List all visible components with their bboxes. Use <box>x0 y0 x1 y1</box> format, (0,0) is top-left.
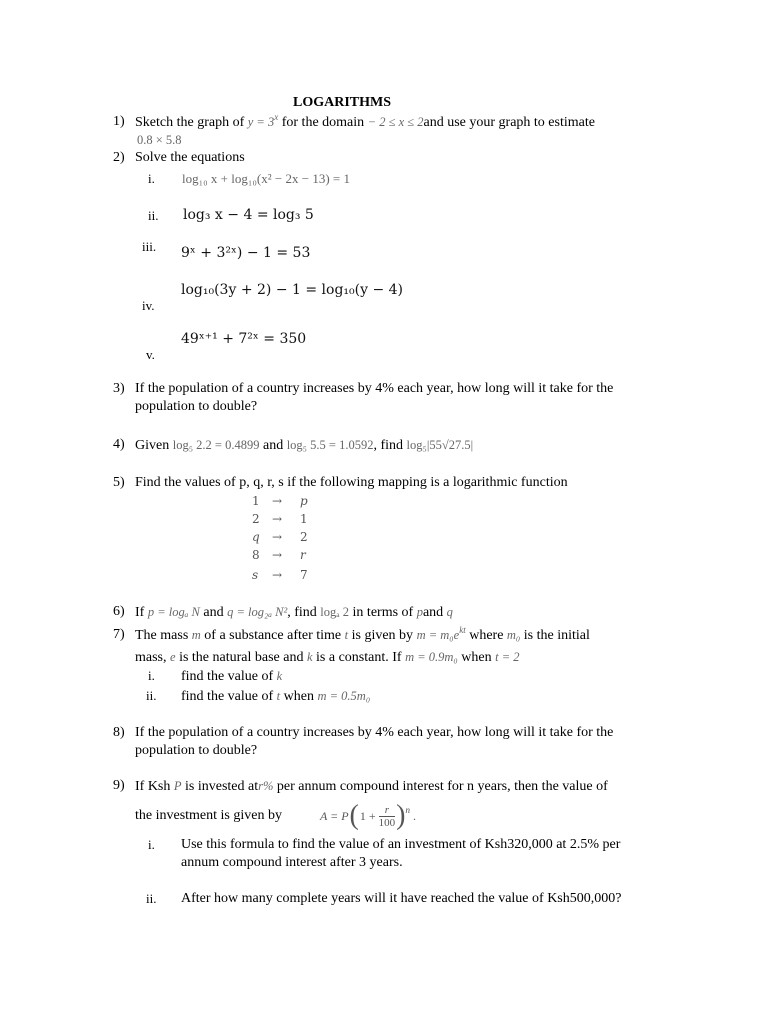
q9-item-2-label: ii. <box>146 891 157 906</box>
q7-item-2-text <box>181 687 370 706</box>
q4-text-and: and <box>262 438 284 453</box>
question-8-number: 8) <box>113 725 125 740</box>
question-5-text: Find the values of p, q, r, s if the following mapping is a logarithmic function <box>135 475 568 490</box>
question-7-line1 <box>135 626 590 645</box>
mapping-row <box>248 566 328 582</box>
q6-math-target: logₐ 2 <box>320 605 350 619</box>
question-7-number: 7) <box>113 627 125 642</box>
q7-math-k: k <box>306 650 313 664</box>
q7-math-t: t <box>344 628 349 642</box>
q1-math-function <box>247 111 279 129</box>
q9-text-if: If Ksh <box>135 779 171 794</box>
mapping-arrow: → <box>272 548 283 562</box>
mapping-range-value: p <box>300 494 308 508</box>
q7-text-after: of a substance after time <box>204 628 342 643</box>
formula-exponent: n <box>405 805 410 815</box>
question-5-number: 5) <box>113 475 125 490</box>
q7-text-initial: is the initial <box>523 628 590 643</box>
q1-text: Sketch the graph of <box>135 115 245 130</box>
formula-open-paren: ( <box>349 800 359 831</box>
q7-math-m: m <box>191 628 201 642</box>
q6-math-q-var: q <box>446 605 453 619</box>
q7-item-1-text <box>181 667 282 686</box>
question-7-line2 <box>135 648 520 667</box>
formula-numerator: r <box>379 804 396 817</box>
q7-item-2-var: t <box>276 689 281 703</box>
q9-math-r: r% <box>258 779 274 793</box>
q7-math-formula-base: m = m₀e <box>416 628 460 642</box>
q7-item-2-label: ii. <box>146 688 157 703</box>
q6-math-p: p = logₐ N <box>147 605 200 619</box>
formula-close-paren: ) <box>396 800 406 831</box>
q2-item-5-label: v. <box>146 347 155 362</box>
mapping-range-value: r <box>300 548 306 562</box>
q7-item-2-phrase: find the value of <box>181 689 274 704</box>
question-8-line1: If the population of a country increases by 4% each year, how long will it take for the <box>135 725 614 740</box>
question-6-line <box>135 603 453 622</box>
q6-text-and2: and <box>422 605 444 620</box>
question-3-number: 3) <box>113 381 125 396</box>
q9-item-1-line1: Use this formula to find the value of an investment of Ksh320,000 at 2.5% per <box>181 837 621 852</box>
q9-text-invested: is invested at <box>185 779 259 794</box>
q1-text-domain: for the domain <box>281 115 365 130</box>
q2-item-5-equation: 49ˣ⁺¹ + 7²ˣ = 350 <box>181 331 307 347</box>
q1-math-domain: − 2 ≤ x ≤ 2 <box>367 115 424 129</box>
q1-math-base: y = 3 <box>247 115 275 129</box>
mapping-arrow: → <box>272 494 283 508</box>
question-9-number: 9) <box>113 778 125 793</box>
q6-text-find: , find <box>287 605 317 620</box>
q7-math-e: e <box>170 650 176 664</box>
q9-item-1-line2: annum compound interest after 3 years. <box>181 855 403 870</box>
mapping-domain-value: 2 <box>252 512 260 526</box>
mapping-arrow: → <box>272 512 283 526</box>
formula-lhs: A = P <box>320 809 349 823</box>
q2-item-2-label: ii. <box>148 208 159 223</box>
q7-item-1-var: k <box>276 669 283 683</box>
mapping-row <box>248 492 328 508</box>
mapping-domain-value: s <box>252 568 259 582</box>
question-9-line2 <box>135 807 282 825</box>
q4-math-target: log₅|55√27.5| <box>406 438 474 452</box>
q1-math-product: 0.8 × 5.8 <box>137 133 182 147</box>
mapping-range-value: 1 <box>300 512 308 526</box>
question-9-line1 <box>135 777 608 796</box>
mapping-row <box>248 546 328 562</box>
q9-math-p: P <box>173 779 182 793</box>
q1-math-exp: x <box>274 111 279 122</box>
question-4-line <box>135 436 473 455</box>
q2-item-4-equation: log₁₀(3y + 2) − 1 = log₁₀(y − 4) <box>181 282 404 298</box>
q7-math-t2: t = 2 <box>495 650 520 664</box>
q7-item-1-phrase: find the value of <box>181 669 274 684</box>
q7-text-constant: is a constant. If <box>316 650 402 665</box>
q7-item-2-condition: m = 0.5m₀ <box>317 689 371 703</box>
q7-text-given: is given by <box>351 628 414 643</box>
question-6-number: 6) <box>113 604 125 619</box>
q2-item-3-equation: 9ˣ + 3²ˣ) − 1 = 53 <box>181 245 311 261</box>
question-3-line2: population to double? <box>135 399 258 414</box>
q4-math-log55: log₅ 5.5 = 1.0592 <box>286 438 374 452</box>
formula-denominator: 100 <box>378 816 396 829</box>
q7-math-condition: m = 0.9m₀ <box>405 650 458 664</box>
q9-text-compound: per annum compound interest for n years, then the value of <box>276 779 608 794</box>
q7-text-mass2: mass, <box>135 650 167 665</box>
q7-text-where: where <box>469 628 504 643</box>
mapping-domain-value: q <box>252 530 260 544</box>
q2-item-4-label: iv. <box>142 298 155 313</box>
q7-text-natural: is the natural base and <box>179 650 304 665</box>
question-1-number: 1) <box>113 114 125 129</box>
question-1-line1 <box>135 113 595 132</box>
page-title: LOGARITHMS <box>293 95 392 110</box>
mapping-arrow: → <box>272 530 283 544</box>
q7-math-formula-exp: kt <box>459 624 466 635</box>
q2-item-3-label: iii. <box>142 239 157 254</box>
question-2-text: Solve the equations <box>135 150 245 165</box>
q7-math-formula <box>416 624 466 642</box>
formula-fraction <box>379 804 396 829</box>
mapping-arrow: → <box>272 568 283 582</box>
q6-math-p-var: p <box>416 605 423 619</box>
q2-item-1-label: i. <box>148 171 155 186</box>
q2-item-2-equation: log₃ x − 4 = log₃ 5 <box>183 207 314 223</box>
q9-item-1-label: i. <box>148 837 155 852</box>
q4-text-given: Given <box>135 438 170 453</box>
q6-math-q: q = log₂ₐ N² <box>227 605 288 619</box>
q7-math-m0: m₀ <box>506 628 521 642</box>
q9-text-given: the investment is given by <box>135 808 282 823</box>
question-8-line2: population to double? <box>135 743 258 758</box>
mapping-domain-value: 1 <box>252 494 260 508</box>
q2-item-1-equation: log₁₀ x + log₁₀(x² − 2x − 13) = 1 <box>182 171 350 186</box>
q4-text-find: , find <box>373 438 404 453</box>
mapping-domain-value: 8 <box>252 548 260 562</box>
question-4-number: 4) <box>113 437 125 452</box>
q7-item-1-label: i. <box>148 668 155 683</box>
formula-one-plus: 1 + <box>359 809 376 823</box>
mapping-range-value: 7 <box>300 568 308 582</box>
formula-period: . <box>412 809 416 823</box>
q6-text-terms: in terms of <box>352 605 414 620</box>
q7-text-mass: The mass <box>135 628 189 643</box>
compound-interest-formula <box>320 799 416 833</box>
q7-item-2-when: when <box>283 689 314 704</box>
q4-math-log22: log₅ 2.2 = 0.4899 <box>172 438 260 452</box>
mapping-range-value: 2 <box>300 530 308 544</box>
mapping-row <box>248 510 328 526</box>
q1-text-estimate: and use your graph to estimate <box>423 115 595 130</box>
question-3-line1: If the population of a country increases by 4% each year, how long will it take for the <box>135 381 614 396</box>
mapping-row <box>248 528 328 544</box>
question-2-number: 2) <box>113 150 125 165</box>
q6-text-and: and <box>203 605 224 620</box>
q7-text-when: when <box>461 650 492 665</box>
q9-item-2-line1: After how many complete years will it have reached the value of Ksh500,000? <box>181 891 622 906</box>
q6-text-if: If <box>135 605 145 620</box>
